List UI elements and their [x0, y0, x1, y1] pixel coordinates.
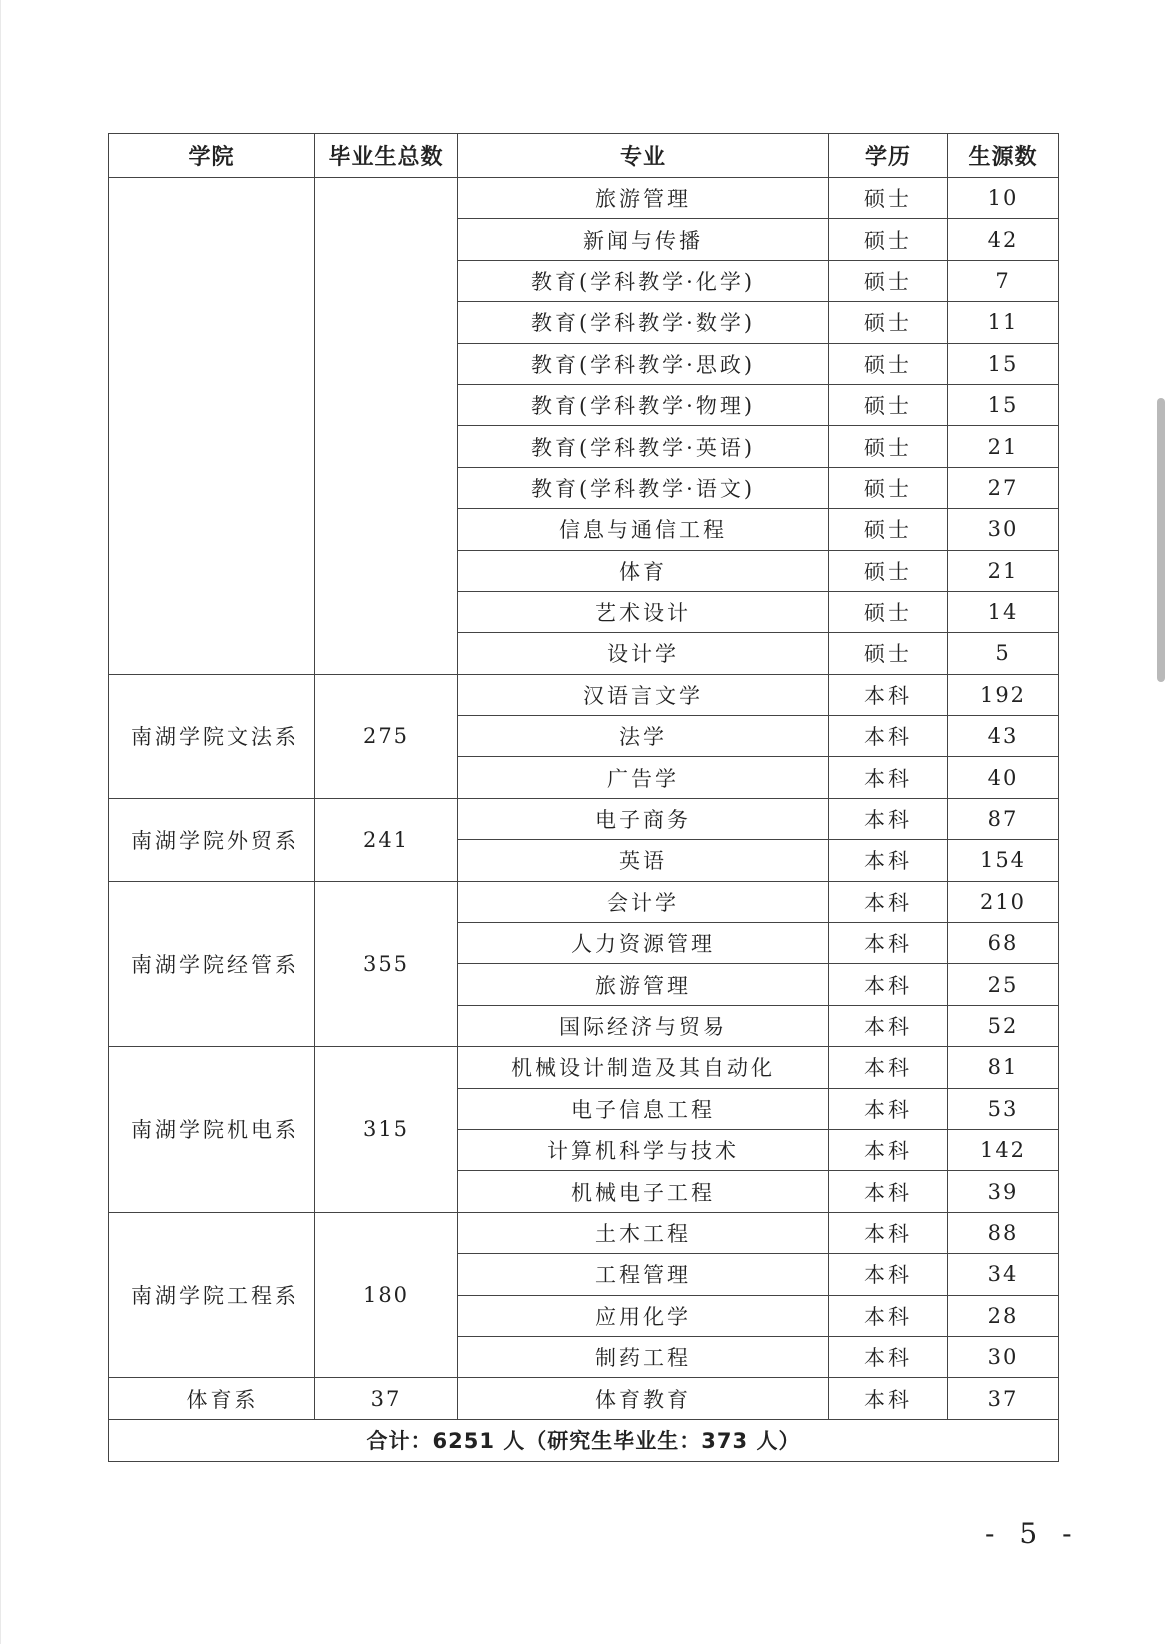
source-count-cell: 37 [948, 1378, 1059, 1419]
major-cell: 计算机科学与技术 [458, 1129, 829, 1170]
major-cell: 电子商务 [458, 798, 829, 839]
source-count-cell: 30 [948, 1336, 1059, 1377]
summary-cell: 合计：6251 人（研究生毕业生：373 人） [109, 1419, 1059, 1461]
source-count-cell: 10 [948, 178, 1059, 219]
major-cell: 体育 [458, 550, 829, 591]
degree-cell: 本科 [829, 1005, 948, 1046]
source-count-cell: 21 [948, 550, 1059, 591]
major-cell: 新闻与传播 [458, 219, 829, 260]
table-row [109, 881, 1059, 922]
major-cell: 机械电子工程 [458, 1171, 829, 1212]
degree-cell: 硕士 [829, 467, 948, 508]
source-count-cell: 15 [948, 343, 1059, 384]
degree-cell: 硕士 [829, 178, 948, 219]
source-count-cell: 25 [948, 964, 1059, 1005]
major-cell: 教育(学科教学·数学) [458, 302, 829, 343]
college-cell: 体育系 [109, 1378, 315, 1419]
degree-cell: 本科 [829, 757, 948, 798]
major-cell: 土木工程 [458, 1212, 829, 1253]
degree-cell: 硕士 [829, 219, 948, 260]
degree-cell: 本科 [829, 1088, 948, 1129]
major-cell: 教育(学科教学·语文) [458, 467, 829, 508]
header-major: 专业 [458, 134, 829, 178]
source-count-cell: 15 [948, 384, 1059, 425]
header-source-count: 生源数 [948, 134, 1059, 178]
source-count-cell: 43 [948, 716, 1059, 757]
degree-cell: 硕士 [829, 633, 948, 674]
scrollbar[interactable] [1155, 0, 1169, 1644]
graduate-total-cell [315, 178, 458, 675]
degree-cell: 本科 [829, 1212, 948, 1253]
degree-cell: 本科 [829, 964, 948, 1005]
college-cell: 南湖学院工程系 [109, 1212, 315, 1378]
source-count-cell: 11 [948, 302, 1059, 343]
major-cell: 法学 [458, 716, 829, 757]
source-count-cell: 210 [948, 881, 1059, 922]
college-cell [109, 178, 315, 675]
major-cell: 旅游管理 [458, 964, 829, 1005]
graduate-total-cell: 315 [315, 1047, 458, 1213]
degree-cell: 硕士 [829, 509, 948, 550]
degree-cell: 硕士 [829, 260, 948, 301]
source-count-cell: 30 [948, 509, 1059, 550]
degree-cell: 本科 [829, 840, 948, 881]
table-row [109, 1378, 1059, 1419]
degree-cell: 本科 [829, 674, 948, 715]
major-cell: 教育(学科教学·英语) [458, 426, 829, 467]
source-count-cell: 7 [948, 260, 1059, 301]
major-cell: 教育(学科教学·物理) [458, 384, 829, 425]
source-count-cell: 21 [948, 426, 1059, 467]
degree-cell: 本科 [829, 1047, 948, 1088]
source-count-cell: 5 [948, 633, 1059, 674]
major-cell: 人力资源管理 [458, 923, 829, 964]
table-row [109, 1047, 1059, 1088]
page-number: - 5 - [985, 1517, 1080, 1550]
graduate-total-cell: 37 [315, 1378, 458, 1419]
summary-row [109, 1419, 1059, 1461]
source-count-cell: 81 [948, 1047, 1059, 1088]
source-count-cell: 154 [948, 840, 1059, 881]
degree-cell: 硕士 [829, 302, 948, 343]
degree-cell: 硕士 [829, 343, 948, 384]
table-row [109, 674, 1059, 715]
degree-cell: 本科 [829, 881, 948, 922]
graduate-total-cell: 355 [315, 881, 458, 1047]
major-cell: 机械设计制造及其自动化 [458, 1047, 829, 1088]
college-cell: 南湖学院外贸系 [109, 798, 315, 881]
source-count-cell: 34 [948, 1254, 1059, 1295]
source-count-cell: 28 [948, 1295, 1059, 1336]
major-cell: 汉语言文学 [458, 674, 829, 715]
table-row [109, 798, 1059, 839]
graduate-total-cell: 241 [315, 798, 458, 881]
major-cell: 设计学 [458, 633, 829, 674]
major-cell: 英语 [458, 840, 829, 881]
degree-cell: 本科 [829, 798, 948, 839]
header-degree: 学历 [829, 134, 948, 178]
table-body [109, 178, 1059, 1420]
table-row [109, 178, 1059, 219]
source-count-cell: 87 [948, 798, 1059, 839]
source-count-cell: 27 [948, 467, 1059, 508]
college-cell: 南湖学院经管系 [109, 881, 315, 1047]
degree-cell: 本科 [829, 716, 948, 757]
degree-cell: 本科 [829, 1295, 948, 1336]
major-cell: 广告学 [458, 757, 829, 798]
major-cell: 应用化学 [458, 1295, 829, 1336]
table-header-row [109, 134, 1059, 178]
graduate-total-cell: 275 [315, 674, 458, 798]
graduate-total-cell: 180 [315, 1212, 458, 1378]
major-cell: 教育(学科教学·化学) [458, 260, 829, 301]
major-cell: 会计学 [458, 881, 829, 922]
degree-cell: 本科 [829, 1378, 948, 1419]
source-count-cell: 68 [948, 923, 1059, 964]
source-count-cell: 42 [948, 219, 1059, 260]
header-graduate-total: 毕业生总数 [315, 134, 458, 178]
source-count-cell: 52 [948, 1005, 1059, 1046]
degree-cell: 本科 [829, 1254, 948, 1295]
degree-cell: 硕士 [829, 384, 948, 425]
table-row [109, 1212, 1059, 1253]
college-cell: 南湖学院文法系 [109, 674, 315, 798]
scrollbar-thumb[interactable] [1157, 398, 1165, 682]
major-cell: 电子信息工程 [458, 1088, 829, 1129]
source-count-cell: 142 [948, 1129, 1059, 1170]
major-cell: 工程管理 [458, 1254, 829, 1295]
degree-cell: 本科 [829, 1171, 948, 1212]
major-cell: 制药工程 [458, 1336, 829, 1377]
graduate-table [108, 133, 1059, 1462]
degree-cell: 硕士 [829, 426, 948, 467]
header-college: 学院 [109, 134, 315, 178]
degree-cell: 本科 [829, 923, 948, 964]
degree-cell: 本科 [829, 1336, 948, 1377]
major-cell: 信息与通信工程 [458, 509, 829, 550]
degree-cell: 硕士 [829, 550, 948, 591]
degree-cell: 硕士 [829, 591, 948, 632]
college-cell: 南湖学院机电系 [109, 1047, 315, 1213]
source-count-cell: 88 [948, 1212, 1059, 1253]
degree-cell: 本科 [829, 1129, 948, 1170]
major-cell: 艺术设计 [458, 591, 829, 632]
source-count-cell: 14 [948, 591, 1059, 632]
major-cell: 体育教育 [458, 1378, 829, 1419]
source-count-cell: 53 [948, 1088, 1059, 1129]
major-cell: 旅游管理 [458, 178, 829, 219]
major-cell: 教育(学科教学·思政) [458, 343, 829, 384]
source-count-cell: 192 [948, 674, 1059, 715]
source-count-cell: 39 [948, 1171, 1059, 1212]
source-count-cell: 40 [948, 757, 1059, 798]
major-cell: 国际经济与贸易 [458, 1005, 829, 1046]
